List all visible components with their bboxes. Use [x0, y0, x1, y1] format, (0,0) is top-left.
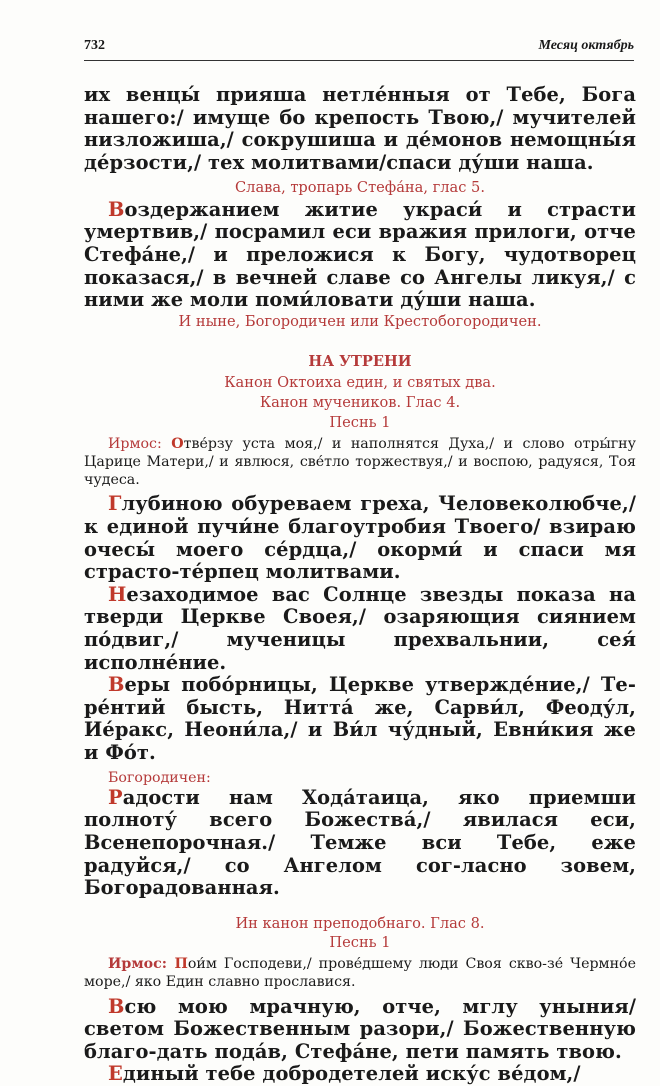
paragraph-continuation: их венцы́ прияша нетле́нныя от Тебе, Бога нашего:/ имуще бо крепость Твою,/ мучителей низложиша,/ сокрушиша и де́монов немощны́я де́рзости,/ тех молитвами/спаси ду́ши наша. [84, 83, 636, 174]
irmos-label: Ирмос: [108, 956, 175, 973]
drop-initial: В [108, 197, 125, 221]
paragraph-text: лубиною обуреваем греха, Человеколюбче,/ к единой пучи́не благоутробия Твоего/ взираю очесы́ моего се́рдца,/ окорми́ и спаси мя страсто-те́рпец молитвами. [84, 492, 636, 584]
page-body [84, 84, 636, 1086]
irmos-paragraph [84, 955, 636, 991]
running-title: Месяц октябрь [538, 38, 634, 53]
theotokion-paragraph [84, 787, 636, 900]
rubric-pesn: Песнь 1 [329, 413, 391, 431]
paragraph-text: езаходимое вас Солнце звезды показа на тверди Церкве Своея,/ озаряющия сиянием по́двиг,/ мученицы прехвальнии, сея́ исполне́ние. [84, 582, 636, 674]
drop-initial: Р [108, 785, 123, 809]
rubric-kanon-oktoiha: Канон Октоиха един, и святых два. [224, 373, 496, 391]
rubric-i-nyne: И ныне, Богородичен или Крестобогородичен. [178, 312, 542, 330]
troparion-paragraph [84, 199, 636, 312]
canon-paragraph [84, 1063, 636, 1086]
drop-initial: В [108, 994, 125, 1018]
paragraph-text: оздержанием житие украси́ и страсти умертвив,/ посрамил еси вражия прилоги, отче Стефа́не,/ и преложися к Богу, чудотворец показася,/ в вечней славе со Ангелы ликуя,/ с ними же моли поми́ловати ду́ши наша. [84, 197, 636, 312]
rubric-pesn: Песнь 1 [329, 934, 391, 952]
paragraph-text: адости нам Хода́таица, яко приемши полноту́ всего Божества́,/ явилася еси, Всенепорочная./ Темже вси Тебе, еже радуйся,/ со Ангелом сог-ласно зовем, Богорадованная. [84, 785, 636, 900]
page-number: 732 [84, 38, 105, 53]
section-heading-na-utreni: НА УТРЕНИ [308, 353, 412, 371]
drop-initial: Н [108, 582, 127, 606]
drop-initial: Г [108, 492, 122, 516]
canon-paragraph [84, 493, 636, 583]
irmos-paragraph [84, 435, 636, 490]
drop-initial: П [174, 956, 188, 973]
canon-paragraph [84, 674, 636, 764]
irmos-label: Ирмос: [108, 435, 172, 452]
paragraph-text: диный тебе добродетелей иску́с ве́дом,/ [122, 1062, 581, 1086]
drop-initial: Е [108, 1062, 123, 1086]
drop-initial: О [171, 435, 184, 452]
paragraph-text: еры побо́рницы, Церкве утвержде́ние,/ Те-ре́нтий бысть, Нитта́ же, Сарви́л, Феоду́л, Ие́ракс, Неони́ла,/ и Ви́л чу́дный, Евни́кия же и Фо́т. [84, 673, 636, 764]
rubric-in-kanon: Ин канон преподобнаго. Глас 8. [235, 914, 485, 932]
irmos-text: тве́рзу уста моя,/ и наполнятся Духа,/ и слово отры́гну Царице Матери,/ и явлюся, све́тло торжествуя,/ и воспою, радуяся, Тоя чудеса. [84, 435, 636, 489]
drop-initial: В [108, 673, 125, 697]
rubric-slava: Слава, тропарь Стефа́на, глас 5. [235, 179, 485, 197]
canon-paragraph [84, 996, 636, 1064]
irmos-text: ои́м Господеви,/ прове́дшему люди Своя скво-зе́ Чермно́е море,/ яко Един славно прославися. [84, 956, 636, 991]
canon-paragraph [84, 584, 636, 674]
paragraph-text: сю мою мрачную, отче, мглу уныния/ светом Божественным разори,/ Божественную благо-дать пода́в, Стефа́не, пети память твою. [84, 994, 636, 1063]
page-header [84, 36, 634, 61]
rubric-kanon-muchenikov: Канон мучеников. Глас 4. [259, 394, 461, 412]
rubric-bogorodichen: Богородичен: [108, 769, 211, 786]
